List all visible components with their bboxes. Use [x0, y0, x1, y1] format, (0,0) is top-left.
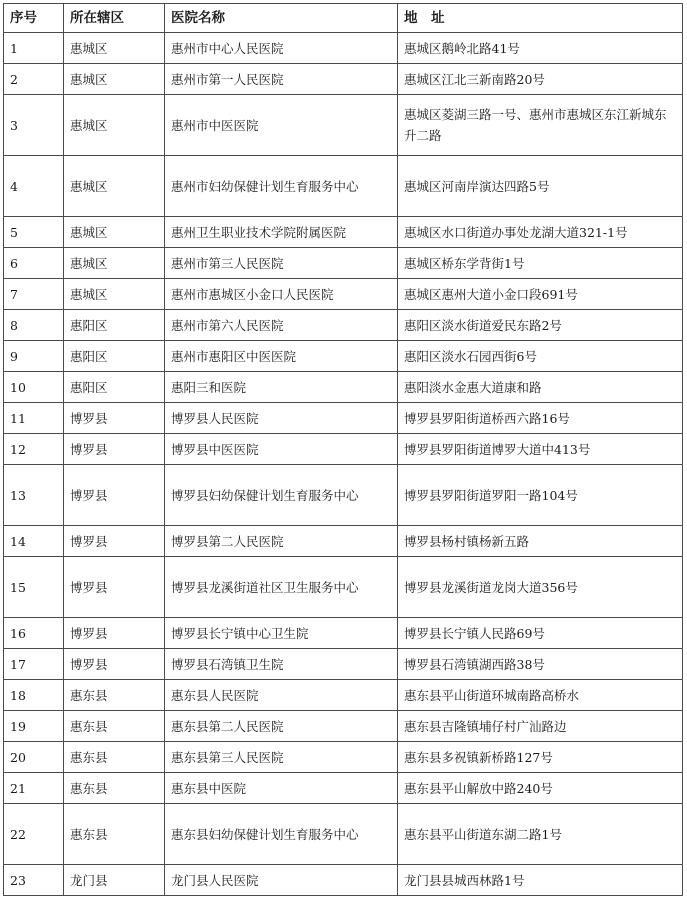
header-hospital-name: 医院名称: [165, 4, 398, 33]
table-row: [4, 557, 683, 618]
cell-seq: 22: [4, 804, 64, 865]
table-row: [4, 865, 683, 896]
cell-district: 惠阳区: [64, 372, 165, 403]
cell-district: 惠城区: [64, 217, 165, 248]
cell-address: 博罗县罗阳街道博罗大道中413号: [398, 434, 683, 465]
cell-hospital-name: 惠东县第三人民医院: [165, 742, 398, 773]
cell-address: 惠城区菱湖三路一号、惠州市惠城区东江新城东升二路: [398, 95, 683, 156]
cell-hospital-name: 惠州市第三人民医院: [165, 248, 398, 279]
cell-address: 博罗县石湾镇湖西路38号: [398, 649, 683, 680]
cell-address: 惠城区河南岸演达四路5号: [398, 156, 683, 217]
cell-seq: 7: [4, 279, 64, 310]
table-row: [4, 804, 683, 865]
cell-hospital-name: 惠阳三和医院: [165, 372, 398, 403]
cell-hospital-name: 博罗县妇幼保健计划生育服务中心: [165, 465, 398, 526]
cell-district: 惠城区: [64, 95, 165, 156]
cell-district: 博罗县: [64, 434, 165, 465]
table-row: [4, 711, 683, 742]
cell-district: 惠东县: [64, 804, 165, 865]
cell-hospital-name: 惠东县妇幼保健计划生育服务中心: [165, 804, 398, 865]
cell-seq: 3: [4, 95, 64, 156]
cell-address: 惠东县多祝镇新桥路127号: [398, 742, 683, 773]
cell-seq: 16: [4, 618, 64, 649]
cell-hospital-name: 惠州市第六人民医院: [165, 310, 398, 341]
cell-seq: 6: [4, 248, 64, 279]
cell-address: 龙门县县城西林路1号: [398, 865, 683, 896]
table-row: [4, 649, 683, 680]
cell-address: 博罗县罗阳街道罗阳一路104号: [398, 465, 683, 526]
table-row: [4, 680, 683, 711]
table-row: [4, 742, 683, 773]
cell-address: 惠东县平山解放中路240号: [398, 773, 683, 804]
table-row: [4, 64, 683, 95]
table-row: [4, 434, 683, 465]
cell-district: 博罗县: [64, 526, 165, 557]
table-row: [4, 465, 683, 526]
table-row: [4, 95, 683, 156]
cell-hospital-name: 惠州市惠阳区中医医院: [165, 341, 398, 372]
table-row: [4, 618, 683, 649]
header-address: 地 址: [398, 4, 683, 33]
cell-seq: 12: [4, 434, 64, 465]
cell-district: 惠城区: [64, 248, 165, 279]
cell-district: 龙门县: [64, 865, 165, 896]
cell-hospital-name: 惠东县中医院: [165, 773, 398, 804]
cell-hospital-name: 惠州市惠城区小金口人民医院: [165, 279, 398, 310]
cell-district: 博罗县: [64, 557, 165, 618]
cell-district: 惠阳区: [64, 341, 165, 372]
cell-address: 惠城区桥东学背街1号: [398, 248, 683, 279]
cell-district: 惠东县: [64, 773, 165, 804]
cell-district: 惠城区: [64, 33, 165, 64]
table-row: [4, 217, 683, 248]
cell-district: 惠阳区: [64, 310, 165, 341]
cell-district: 惠东县: [64, 711, 165, 742]
cell-seq: 23: [4, 865, 64, 896]
cell-hospital-name: 博罗县第二人民医院: [165, 526, 398, 557]
table-row: [4, 248, 683, 279]
cell-district: 惠东县: [64, 742, 165, 773]
cell-hospital-name: 惠东县第二人民医院: [165, 711, 398, 742]
header-seq: 序号: [4, 4, 64, 33]
cell-seq: 20: [4, 742, 64, 773]
cell-seq: 21: [4, 773, 64, 804]
hospital-table: [3, 3, 683, 896]
cell-hospital-name: 惠东县人民医院: [165, 680, 398, 711]
cell-hospital-name: 博罗县长宁镇中心卫生院: [165, 618, 398, 649]
table-row: [4, 310, 683, 341]
cell-district: 博罗县: [64, 618, 165, 649]
cell-address: 惠阳淡水金惠大道康和路: [398, 372, 683, 403]
table-row: [4, 403, 683, 434]
cell-district: 惠城区: [64, 156, 165, 217]
cell-address: 博罗县长宁镇人民路69号: [398, 618, 683, 649]
cell-seq: 5: [4, 217, 64, 248]
cell-seq: 2: [4, 64, 64, 95]
cell-seq: 9: [4, 341, 64, 372]
table-body: [4, 33, 683, 896]
cell-seq: 13: [4, 465, 64, 526]
cell-address: 惠城区惠州大道小金口段691号: [398, 279, 683, 310]
table-row: [4, 156, 683, 217]
table-row: [4, 33, 683, 64]
cell-hospital-name: 博罗县龙溪街道社区卫生服务中心: [165, 557, 398, 618]
table-row: [4, 526, 683, 557]
cell-seq: 17: [4, 649, 64, 680]
cell-address: 惠城区江北三新南路20号: [398, 64, 683, 95]
cell-hospital-name: 龙门县人民医院: [165, 865, 398, 896]
cell-seq: 11: [4, 403, 64, 434]
cell-address: 惠东县平山街道环城南路高桥水: [398, 680, 683, 711]
cell-hospital-name: 惠州卫生职业技术学院附属医院: [165, 217, 398, 248]
cell-seq: 18: [4, 680, 64, 711]
header-district: 所在辖区: [64, 4, 165, 33]
cell-district: 博罗县: [64, 465, 165, 526]
cell-district: 惠城区: [64, 64, 165, 95]
cell-address: 博罗县龙溪街道龙岗大道356号: [398, 557, 683, 618]
cell-district: 博罗县: [64, 403, 165, 434]
cell-address: 惠城区鹅岭北路41号: [398, 33, 683, 64]
cell-address: 博罗县杨村镇杨新五路: [398, 526, 683, 557]
cell-hospital-name: 惠州市妇幼保健计划生育服务中心: [165, 156, 398, 217]
cell-district: 博罗县: [64, 649, 165, 680]
cell-seq: 19: [4, 711, 64, 742]
cell-address: 惠东县平山街道东湖二路1号: [398, 804, 683, 865]
cell-address: 惠东县吉隆镇埔仔村广汕路边: [398, 711, 683, 742]
cell-seq: 8: [4, 310, 64, 341]
table-row: [4, 279, 683, 310]
cell-address: 惠阳区淡水石园西街6号: [398, 341, 683, 372]
cell-hospital-name: 惠州市中医医院: [165, 95, 398, 156]
cell-district: 惠东县: [64, 680, 165, 711]
table-row: [4, 372, 683, 403]
cell-seq: 4: [4, 156, 64, 217]
cell-district: 惠城区: [64, 279, 165, 310]
table-header-row: [4, 4, 683, 33]
cell-address: 惠城区水口街道办事处龙湖大道321-1号: [398, 217, 683, 248]
cell-seq: 15: [4, 557, 64, 618]
cell-seq: 1: [4, 33, 64, 64]
cell-seq: 10: [4, 372, 64, 403]
cell-seq: 14: [4, 526, 64, 557]
cell-hospital-name: 博罗县人民医院: [165, 403, 398, 434]
cell-hospital-name: 惠州市第一人民医院: [165, 64, 398, 95]
cell-hospital-name: 博罗县中医医院: [165, 434, 398, 465]
cell-hospital-name: 博罗县石湾镇卫生院: [165, 649, 398, 680]
table-row: [4, 773, 683, 804]
table-row: [4, 341, 683, 372]
cell-hospital-name: 惠州市中心人民医院: [165, 33, 398, 64]
cell-address: 惠阳区淡水街道爱民东路2号: [398, 310, 683, 341]
cell-address: 博罗县罗阳街道桥西六路16号: [398, 403, 683, 434]
